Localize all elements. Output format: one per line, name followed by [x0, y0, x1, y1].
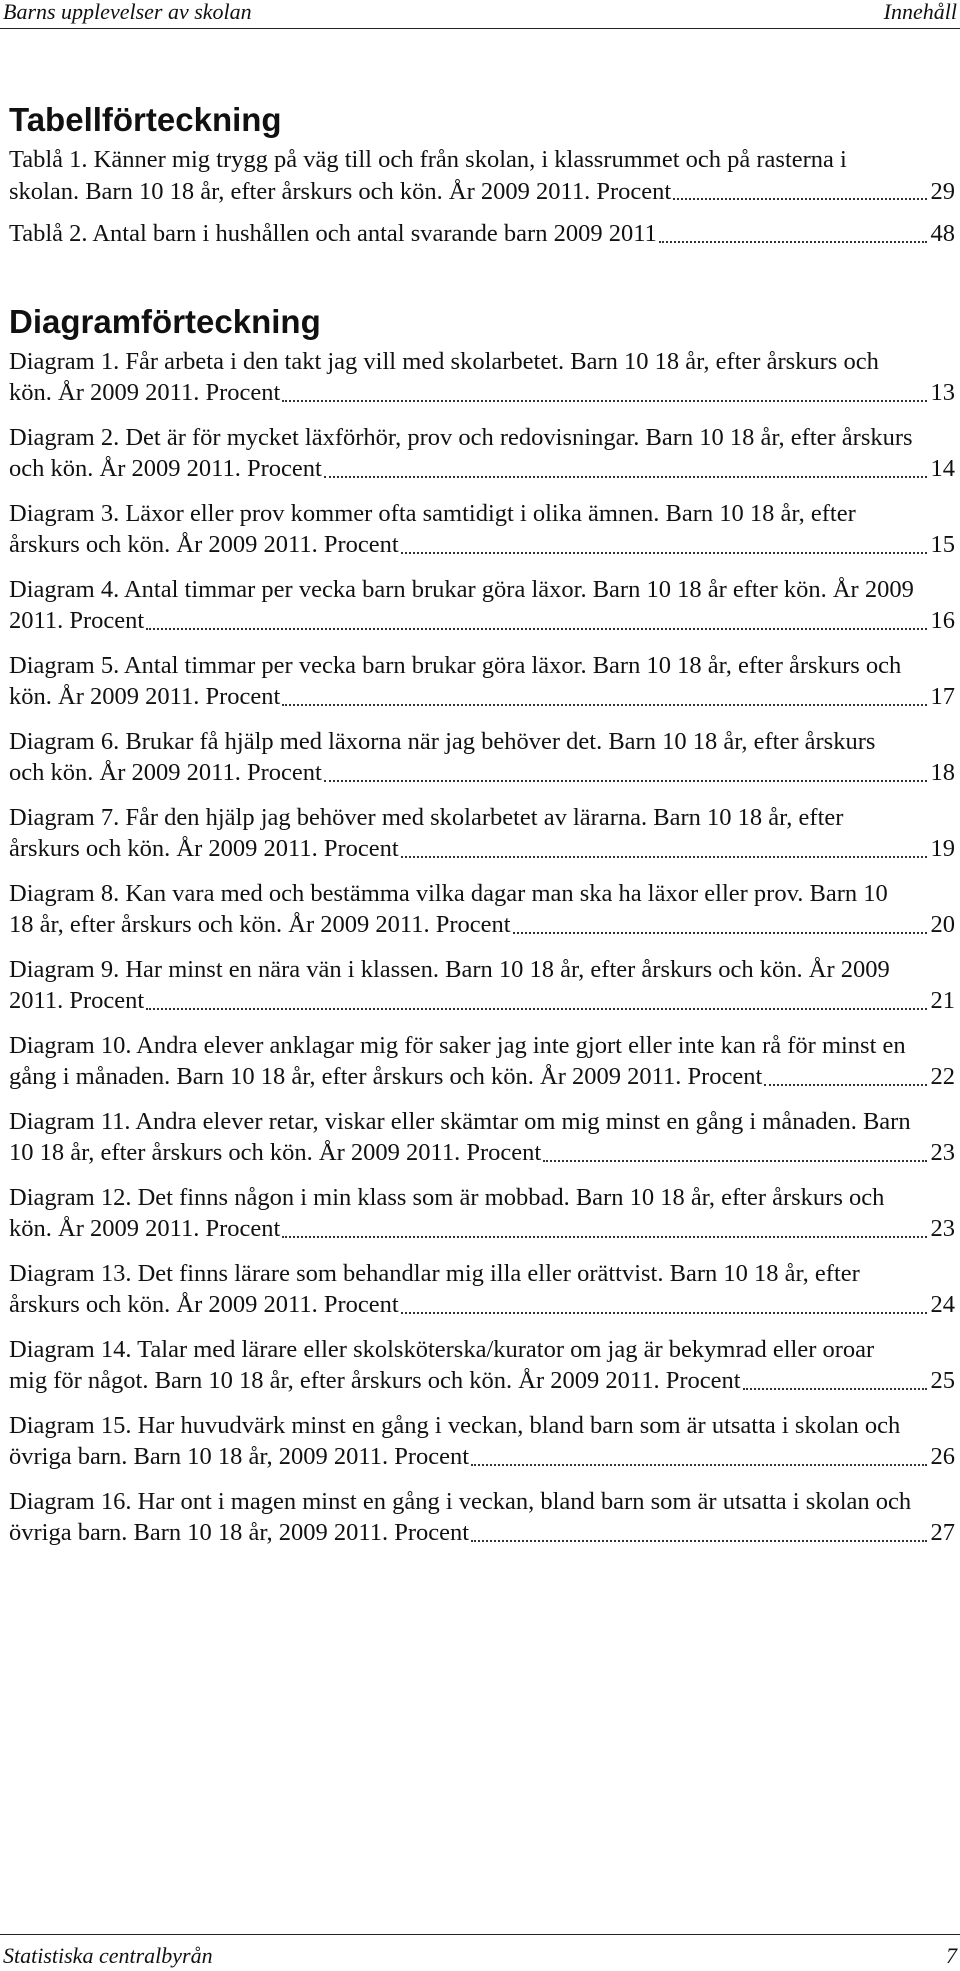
- toc-leader-dots: [659, 241, 927, 243]
- toc-entry[interactable]: [9, 574, 955, 637]
- toc-entry[interactable]: [9, 422, 955, 485]
- header-section: Innehåll: [883, 0, 957, 24]
- toc-entry-text: Diagram 7. Får den hjälp jag behöver med skolarbetet av lärarna. Barn 10 18 år, efter årskurs och kön. År 2009 2011. Procent: [9, 803, 844, 862]
- toc-leader-dots: [401, 856, 927, 858]
- toc-entry[interactable]: [9, 498, 955, 561]
- toc-entry-text: Tablå 2. Antal barn i hushållen och antal svarande barn 2009 2011: [9, 220, 657, 247]
- toc-entry-page: 15: [929, 529, 956, 561]
- toc-leader-dots: [471, 1464, 926, 1466]
- toc-entry[interactable]: [9, 1106, 955, 1169]
- diagram-list: [9, 346, 955, 1549]
- toc-leader-dots: [282, 1236, 926, 1238]
- diagram-list-heading: Diagramförteckning: [9, 302, 321, 340]
- toc-entry-text: Diagram 15. Har huvudvärk minst en gång i veckan, bland barn som är utsatta i skolan och övriga barn. Barn 10 18 år, 2009 2011. Procent: [9, 1411, 901, 1470]
- toc-entry-text: Diagram 16. Har ont i magen minst en gång i veckan, bland barn som är utsatta i skolan och övriga barn. Barn 10 18 år, 2009 2011. Procent: [9, 1487, 912, 1546]
- toc-leader-dots: [324, 780, 927, 782]
- toc-leader-dots: [673, 198, 926, 200]
- toc-leader-dots: [146, 628, 926, 630]
- toc-leader-dots: [764, 1084, 926, 1086]
- toc-entry-page: 48: [929, 218, 956, 250]
- toc-entry-text: Diagram 9. Har minst en nära vän i klassen. Barn 10 18 år, efter årskurs och kön. År 2009 2011. Procent: [9, 955, 890, 1014]
- footer-publisher: Statistiska centralbyrån: [3, 1943, 213, 1968]
- table-list: [9, 144, 955, 250]
- toc-entry-text: Diagram 10. Andra elever anklagar mig för saker jag inte gjort eller inte kan rå för minst en gång i månaden. Barn 10 18 år, efter årskurs och kön. År 2009 2011. Procent: [9, 1031, 906, 1090]
- toc-leader-dots: [513, 932, 927, 934]
- toc-entry-page: 13: [929, 377, 956, 409]
- toc-entry-text: Diagram 14. Talar med lärare eller skolsköterska/kurator om jag är bekymrad eller oroar mig för något. Barn 10 18 år, efter årskurs och kön. År 2009 2011. Procent: [9, 1335, 875, 1394]
- toc-entry[interactable]: [9, 726, 955, 789]
- toc-entry-page: 22: [929, 1061, 956, 1093]
- toc-entry[interactable]: [9, 1030, 955, 1093]
- header-title: Barns upplevelser av skolan: [3, 0, 252, 24]
- toc-entry-page: 16: [929, 605, 956, 637]
- toc-entry-page: 23: [929, 1213, 956, 1245]
- toc-entry-text: Diagram 3. Läxor eller prov kommer ofta samtidigt i olika ämnen. Barn 10 18 år, efter årskurs och kön. År 2009 2011. Procent: [9, 499, 856, 558]
- toc-entry[interactable]: [9, 1182, 955, 1245]
- toc-entry[interactable]: [9, 1410, 955, 1473]
- toc-entry-page: 18: [929, 757, 956, 789]
- running-header: [0, 0, 960, 29]
- toc-entry[interactable]: [9, 1486, 955, 1549]
- running-footer: [0, 1934, 960, 1970]
- toc-entry-text: Diagram 2. Det är för mycket läxförhör, prov och redovisningar. Barn 10 18 år, efter årskurs och kön. År 2009 2011. Procent: [9, 423, 913, 482]
- toc-leader-dots: [146, 1008, 926, 1010]
- table-list-heading: Tabellförteckning: [9, 101, 282, 138]
- toc-entry[interactable]: [9, 954, 955, 1017]
- toc-leader-dots: [543, 1160, 926, 1162]
- toc-entry[interactable]: [9, 144, 955, 207]
- toc-leader-dots: [282, 400, 926, 402]
- toc-entry-page: 21: [929, 985, 956, 1017]
- toc-entry-page: 25: [929, 1365, 956, 1397]
- toc-entry[interactable]: [9, 346, 955, 409]
- toc-leader-dots: [401, 552, 927, 554]
- toc-entry[interactable]: [9, 878, 955, 941]
- toc-entry-page: 20: [929, 909, 956, 941]
- toc-leader-dots: [282, 704, 926, 706]
- toc-entry-page: 19: [929, 833, 956, 865]
- toc-entry-page: 17: [929, 681, 956, 713]
- toc-entry-text: Diagram 8. Kan vara med och bestämma vilka dagar man ska ha läxor eller prov. Barn 10 18 år, efter årskurs och kön. År 2009 2011. Procent: [9, 879, 888, 938]
- toc-leader-dots: [471, 1540, 926, 1542]
- page-number: 7: [946, 1943, 957, 1968]
- toc-entry-page: 29: [929, 176, 956, 208]
- toc-leader-dots: [743, 1388, 927, 1390]
- toc-leader-dots: [401, 1312, 927, 1314]
- toc-entry[interactable]: [9, 650, 955, 713]
- toc-entry-text: Diagram 1. Får arbeta i den takt jag vill med skolarbetet. Barn 10 18 år, efter årskurs och kön. År 2009 2011. Procent: [9, 347, 879, 406]
- toc-entry-page: 26: [929, 1441, 956, 1473]
- toc-entry-text: Diagram 6. Brukar få hjälp med läxorna när jag behöver det. Barn 10 18 år, efter årskurs och kön. År 2009 2011. Procent: [9, 727, 876, 786]
- toc-entry[interactable]: [9, 802, 955, 865]
- toc-entry-text: Diagram 5. Antal timmar per vecka barn brukar göra läxor. Barn 10 18 år, efter årskurs och kön. År 2009 2011. Procent: [9, 651, 902, 710]
- toc-entry[interactable]: [9, 218, 955, 250]
- toc-entry-text: Diagram 13. Det finns lärare som behandlar mig illa eller orättvist. Barn 10 18 år, efter årskurs och kön. År 2009 2011. Procent: [9, 1259, 860, 1318]
- toc-entry[interactable]: [9, 1258, 955, 1321]
- toc-content: [9, 100, 955, 1562]
- toc-leader-dots: [324, 476, 927, 478]
- toc-entry-page: 23: [929, 1137, 956, 1169]
- toc-entry-text: Diagram 4. Antal timmar per vecka barn brukar göra läxor. Barn 10 18 år efter kön. År 2009 2011. Procent: [9, 575, 914, 634]
- toc-entry[interactable]: [9, 1334, 955, 1397]
- toc-entry-page: 24: [929, 1289, 956, 1321]
- toc-entry-text: Diagram 11. Andra elever retar, viskar eller skämtar om mig minst en gång i månaden. Barn 10 18 år, efter årskurs och kön. År 2009 2011. Procent: [9, 1107, 911, 1166]
- toc-entry-text: Diagram 12. Det finns någon i min klass som är mobbad. Barn 10 18 år, efter årskurs och kön. År 2009 2011. Procent: [9, 1183, 885, 1242]
- toc-entry-page: 14: [929, 453, 956, 485]
- toc-entry-text: Tablå 1. Känner mig trygg på väg till och från skolan, i klassrummet och på rasterna i skolan. Barn 10 18 år, efter årskurs och kön. År 2009 2011. Procent: [9, 146, 847, 205]
- toc-entry-page: 27: [929, 1517, 956, 1549]
